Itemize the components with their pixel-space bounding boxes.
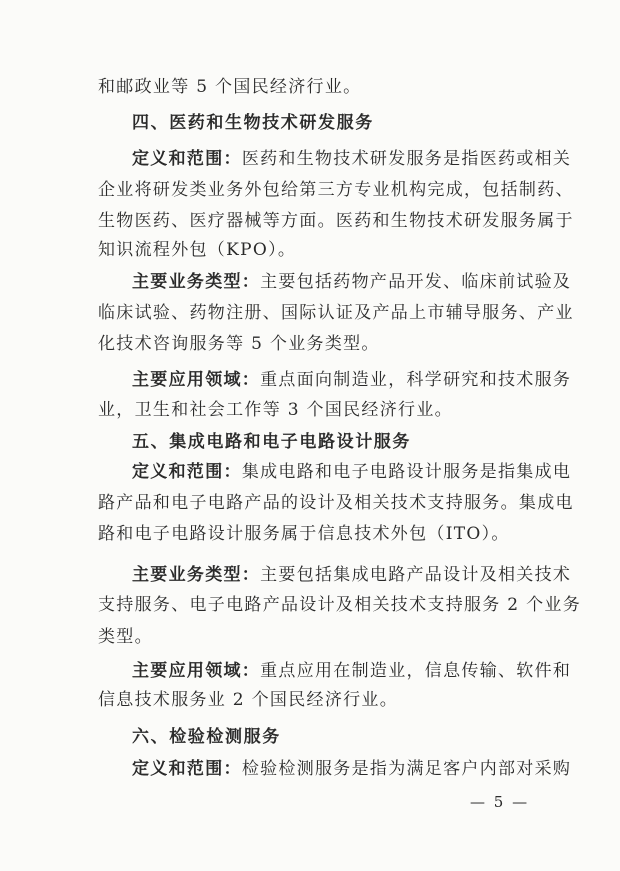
paragraph-line: 和邮政业等 5 个国民经济行业。 [98, 77, 362, 97]
paragraph-text: 主要包括集成电路产品设计及相关技术 [260, 565, 572, 585]
term-label: 定义和范围： [132, 149, 242, 169]
paragraph-line [0, 271, 620, 293]
paragraph-text: 重点应用在制造业，信息传输、软件和 [260, 661, 572, 681]
term-label: 主要应用领域： [132, 370, 261, 390]
term-label: 主要应用领域： [132, 661, 261, 681]
paragraph-line: 支持服务、电子电路产品设计及相关技术支持服务 2 个业务 [98, 595, 582, 615]
paragraph-line: 企业将研发类业务外包给第三方专业机构完成，包括制药、 [98, 180, 574, 200]
paragraph-text: 主要包括药物产品开发、临床前试验及 [260, 272, 572, 292]
term-label: 定义和范围： [132, 462, 242, 482]
term-label: 主要业务类型： [132, 272, 261, 292]
paragraph-line: 路和电子电路设计服务属于信息技术外包（ITO）。 [98, 524, 510, 544]
page-number: — 5 — [470, 793, 530, 811]
paragraph-line [0, 461, 620, 483]
paragraph-line [0, 564, 620, 586]
paragraph-line: 业，卫生和社会工作等 3 个国民经济行业。 [98, 400, 453, 420]
term-label: 定义和范围： [132, 759, 242, 779]
paragraph-line: 路产品和电子电路产品的设计及相关技术支持服务。集成电 [98, 493, 574, 513]
paragraph-line: 临床试验、药物注册、国际认证及产品上市辅导服务、产业 [98, 303, 574, 323]
paragraph-text: 重点面向制造业，科学研究和技术服务 [260, 370, 572, 390]
section-heading-6: 六、检验检测服务 [132, 727, 281, 747]
paragraph-line [0, 369, 620, 391]
paragraph-text: 集成电路和电子电路设计服务是指集成电 [241, 462, 572, 482]
paragraph-line: 信息技术服务业 2 个国民经济行业。 [98, 690, 399, 710]
paragraph-line: 知识流程外包（KPO）。 [98, 240, 297, 260]
paragraph-line [0, 758, 620, 780]
paragraph-text: 医药和生物技术研发服务是指医药或相关 [241, 149, 572, 169]
section-heading-5: 五、集成电路和电子电路设计服务 [132, 432, 411, 452]
paragraph-text: 检验检测服务是指为满足客户内部对采购 [241, 759, 572, 779]
paragraph-line: 类型。 [98, 627, 153, 647]
term-label: 主要业务类型： [132, 565, 261, 585]
section-heading-4: 四、医药和生物技术研发服务 [132, 113, 374, 133]
paragraph-line: 化技术咨询服务等 5 个业务类型。 [98, 334, 380, 354]
paragraph-line: 生物医药、医疗器械等方面。医药和生物技术研发服务属于 [98, 211, 574, 231]
paragraph-line [0, 148, 620, 170]
paragraph-line [0, 660, 620, 682]
